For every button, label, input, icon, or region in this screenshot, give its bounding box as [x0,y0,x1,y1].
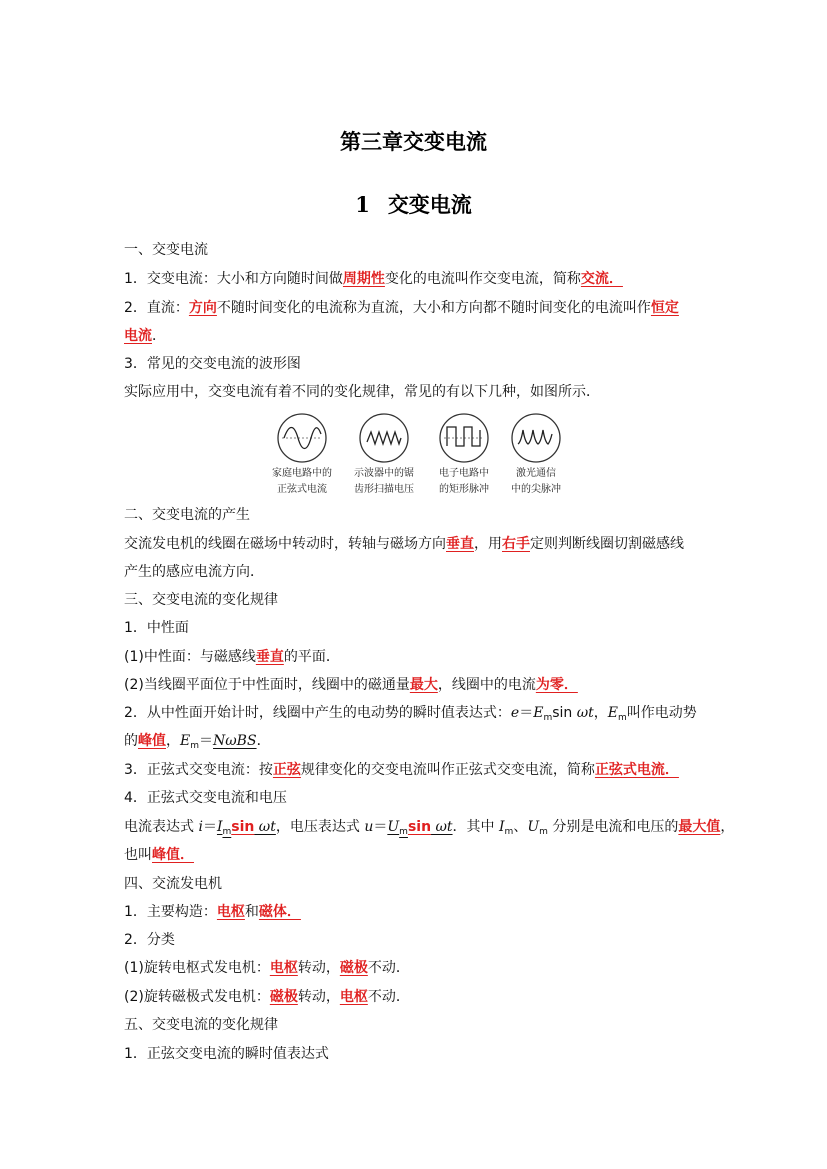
text: 1．主要构造： [124,904,217,920]
paragraph-generator [124,535,684,553]
paragraph-neutral-plane-flux [124,676,578,694]
answer-armature-3: 电枢 [339,989,368,1005]
answer-peak: 峰值 [138,733,166,749]
answer-pole: 磁极 [339,960,368,976]
subscript-m: m [539,827,548,837]
text: 交流发电机的线圈在磁场中转动时，转轴与磁场方向 [124,536,446,552]
text: 转动， [297,989,340,1005]
paragraph-neutral-plane-def [124,648,340,666]
paragraph-waveforms-title: 3．常见的交变电流的波形图 [124,356,301,372]
text: 3．正弦式交变电流：按 [124,762,273,778]
answer-sine: 正弦 [272,762,301,778]
text: 的平面． [283,649,340,665]
answer-ac: 交流． [580,271,623,287]
text: ，用 [474,536,502,552]
text: 电流表达式 [124,819,199,835]
answer-omega-t: ωt [254,819,276,835]
answer-sin-2: sin [407,819,432,835]
text: (2)旋转磁极式发电机： [124,989,270,1005]
paragraph-generator-continued: 产生的感应电流方向． [124,564,264,580]
answer-perpendicular-2: 垂直 [255,649,284,665]
section-number: 1 [355,192,370,217]
text: (1)旋转电枢式发电机： [124,960,270,976]
answer-periodic: 周期性 [342,271,385,287]
text: ．其中 [452,819,499,835]
caption-square-1: 电子电路中 [439,468,489,479]
paragraph-dc-continued [124,327,166,345]
text: 的 [124,733,138,749]
text: (1)中性面：与磁感线 [124,649,256,665]
caption-pulse-2: 中的尖脉冲 [511,484,561,495]
heading-variation-law-2: 五、交变电流的变化规律 [124,1017,278,1033]
text: ＝ [202,819,217,835]
figure-pulse [496,412,576,496]
text: (2)当线圈平面位于中性面时，线圈中的磁通量 [124,677,410,693]
answer-zero: 为零． [535,677,578,693]
section-title [0,189,827,219]
text: 叫作电动势 [626,705,697,721]
text: 转动， [297,960,340,976]
answer-max-value: 最大值 [678,819,721,835]
caption-square-2: 的矩形脉冲 [439,484,489,495]
section-title-text: 交变电流 [387,192,472,217]
answer-omega-t-2: ωt [431,819,453,835]
text: ，线圈中的电流 [437,677,536,693]
heading-generator: 四、交流发电机 [124,876,222,892]
paragraph-dc-definition [124,299,679,317]
figure-sawtooth [344,412,424,496]
subscript-m: m [190,741,200,751]
text: 规律变化的交变电流叫作正弦式交变电流，简称 [300,762,595,778]
paragraph-waveforms-intro: 实际应用中，交变电流有着不同的变化规律，常见的有以下几种，如图所示． [124,384,600,400]
text: 也叫 [124,847,152,863]
text: 、 [513,819,528,835]
subscript-m: m [399,827,408,837]
paragraph-classification: 2．分类 [124,932,175,948]
text: 分别是电流和电压的 [547,819,679,835]
answer-armature: 电枢 [216,904,245,920]
text: ＝ [199,733,214,749]
text: ， [720,819,735,835]
answer-sinusoidal-current: 正弦式电流． [594,762,679,778]
answer-nwbs: NωBS [213,733,257,749]
symbol-E: E [533,705,544,721]
text: ＝ [519,705,534,721]
heading-variation-law: 三、交变电流的变化规律 [124,592,278,608]
symbol-E: E [180,733,191,749]
figure-square [424,412,504,496]
subscript-m: m [222,827,232,837]
answer-right-hand: 右手 [502,536,530,552]
symbol-omega-t: ωt [576,705,594,721]
text: 不动． [367,989,410,1005]
chapter-title: 第三章交变电流 [340,129,487,154]
paragraph-instantaneous-expr: 1．正弦交变电流的瞬时值表达式 [124,1046,329,1062]
answer-constant-part2: 电流 [124,328,152,344]
caption-sawtooth-2: 齿形扫描电压 [354,484,414,495]
text: 变化的电流叫作交变电流，简称 [384,271,581,287]
text: ， [166,733,180,749]
symbol-e: e [510,705,520,721]
text: 不动． [367,960,410,976]
caption-sine-1: 家庭电路中的 [272,468,332,479]
subscript-m: m [618,713,627,723]
answer-armature-2: 电枢 [269,960,298,976]
text: ． [152,328,166,344]
text: 定则判断线圈切割磁感线 [530,536,684,552]
answer-peak-2: 峰值． [152,847,194,863]
text: 和 [244,904,259,920]
heading-ac-current: 一、交变电流 [124,242,208,258]
paragraph-current-voltage-expr [124,818,734,841]
text: 1．交变电流：大小和方向随时间做 [124,271,343,287]
symbol-U: U [527,819,540,835]
caption-sawtooth-1: 示波器中的锯 [354,468,414,479]
text: ， [593,705,608,721]
answer-Um: U [387,819,400,835]
sine-wave-icon [276,412,328,464]
paragraph-rotating-pole [124,988,410,1006]
caption-pulse-1: 激光通信 [516,468,556,479]
figure-sine [262,412,342,496]
paragraph-emf-expression [124,704,697,727]
answer-pole-2: 磁极 [269,989,298,1005]
answer-perpendicular: 垂直 [446,536,474,552]
paragraph-rotating-armature [124,959,410,977]
pulse-wave-icon [510,412,562,464]
paragraph-ac-definition [124,270,623,288]
text: 2．直流： [124,300,189,316]
sawtooth-wave-icon [358,412,410,464]
answer-Im: I [216,819,223,835]
text: 不随时间变化的电流称为直流，大小和方向都不随时间变化的电流叫作 [216,300,651,316]
paragraph-peak-value [124,732,271,755]
symbol-u: u [364,819,374,835]
square-wave-icon [438,412,490,464]
text: sin [552,705,577,721]
symbol-E: E [607,705,619,721]
text: ． [256,733,271,749]
answer-constant-part1: 恒定 [650,300,679,316]
heading-ac-generation: 二、交变电流的产生 [124,507,250,523]
caption-sine-2: 正弦式电流 [277,484,327,495]
paragraph-neutral-plane: 1．中性面 [124,620,189,636]
waveform-figures [0,412,827,494]
subscript-m: m [543,713,553,723]
answer-sin: sin [231,819,255,835]
text: ，电压表达式 [275,819,365,835]
answer-magnet: 磁体． [258,904,301,920]
symbol-I: I [499,819,505,835]
paragraph-structure [124,903,301,921]
text: 2．从中性面开始计时，线圈中产生的电动势的瞬时值表达式： [124,705,511,721]
paragraph-peak-alias [124,846,194,864]
answer-direction: 方向 [188,300,217,316]
subscript-m: m [504,827,514,837]
symbol-i: i [198,819,203,835]
answer-maximum: 最大 [409,677,438,693]
paragraph-current-voltage: 4．正弦式交变电流和电压 [124,790,287,806]
text: ＝ [373,819,388,835]
paragraph-sinusoidal-ac [124,761,679,779]
